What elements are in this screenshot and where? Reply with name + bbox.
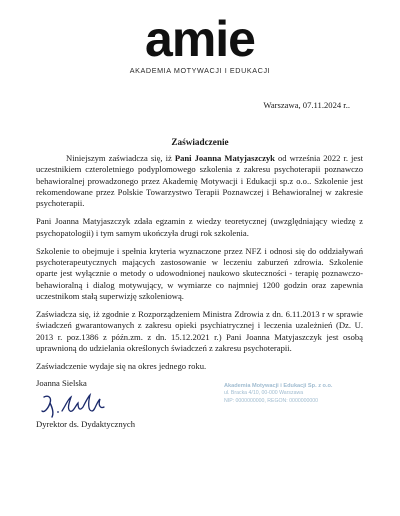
company-logo [0,18,400,75]
paragraph-2: Pani Joanna Matyjaszczyk zdała egzamin z wiedzy teoretycznej (uwzględniający wiedzę z psychopatologii) i tym samym ukończyła drugi rok szkolenia. [36,216,363,238]
document-date: Warszawa, 07.11.2024 r.. [263,100,350,110]
paragraph-1-rest: od września 2022 r. jest uczestnikiem czteroletniego podyplomowego szkolenia z zakresu psychoterapii poznawczo behawioralnej prowadzonego przez Akademię Motywacji i Edukacji sp.z o.o.. Szkolenie jest rekomendowane przez Polskie Towarzystwo Terapii Poznawczej i Behawioralnej w zakresie psychoterapii. [36,153,363,208]
paragraph-3: Szkolenie to obejmuje i spełnia kryteria wyznaczone przez NFZ i odnosi się do oddziaływań psychoterapeutycznych mających zastosowanie w leczeniu zaburzeń zdrowia. Szkolenie oparte jest wyłącznie o metody o udowodnionej naukowo skuteczności - terapię poznawczo-behawioralną i dialog motywujący, w wymiarze co najmniej 1200 godzin oraz zapewnia uczestnikom stałą superwizję szkoleniową. [36,245,363,301]
amie-logo-mark [135,18,265,62]
company-stamp [224,382,364,405]
paragraph-1-intro: Niniejszym zaświadcza się, iż [66,153,175,163]
recipient-name: Pani Joanna Matyjaszczyk [174,153,275,163]
document-title: Zaświadczenie [171,137,229,147]
stamp-line-3: NIP: 0000000000, REGON: 0000000000 [224,397,319,404]
logo-text: amie [145,18,255,62]
logo-subtitle: AKADEMIA MOTYWACJI I EDUKACJI [129,66,271,75]
paragraph-4: Zaświadcza się, iż zgodnie z Rozporządzeniem Ministra Zdrowia z dn. 6.11.2013 r w sprawie świadczeń gwarantowanych z zakresu opieki psychiatrycznej i leczenia uzależnień (Dz. U. 2013 r. poz.1386 z późn.zm. z dn. 15.12.2021 r.) Pani Joanna Matyjaszczyk jest osobą uprawnioną do udzielania określonych świadczeń z zakresu psychoterapii. [36,309,363,353]
paragraph-5: Zaświadczenie wydaje się na okres jednego roku. [36,361,207,371]
paragraph-1 [36,153,363,209]
document-body [36,153,363,379]
stamp-line-1: Akademia Motywacji i Edukacji Sp. z o.o. [224,383,333,389]
signature-image [38,391,128,421]
signatory-position: Dyrektor ds. Dydaktycznych [36,419,136,429]
signatory-name: Joanna Sielska [36,378,87,388]
stamp-line-2: ul. Bracka 4/10, 00-000 Warszawa [224,390,304,397]
